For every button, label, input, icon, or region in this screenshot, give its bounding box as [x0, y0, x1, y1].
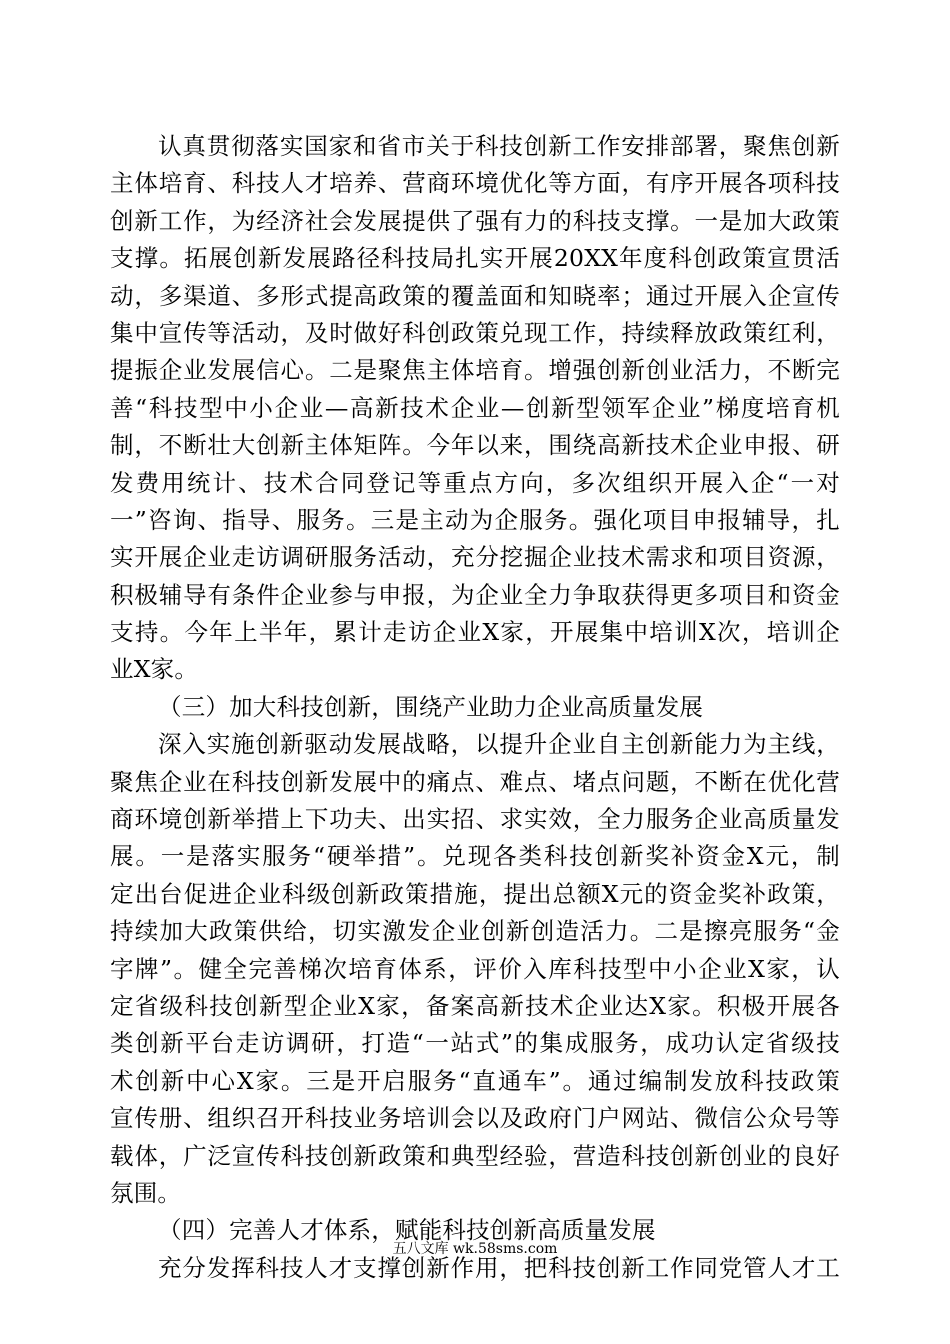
paragraph-line: 充分发挥科技人才支撑创新作用，把科技创新工作同党管人才工: [158, 1253, 840, 1282]
paragraph-line: 类创新平台走访调研，打造“一站式”的集成服务，成功认定省级技: [110, 1029, 840, 1058]
paragraph-line: 实开展企业走访调研服务活动，充分挖掘企业技术需求和项目资源，: [110, 543, 840, 572]
paragraph-line: 支撑。拓展创新发展路径科技局扎实开展20XX年度科创政策宣贯活: [110, 244, 840, 273]
paragraph-line: 载体，广泛宣传科技创新政策和典型经验，营造科技创新创业的良好: [110, 1141, 840, 1170]
paragraph-line: 善“科技型中小企业—高新技术企业—创新型领军企业”梯度培育机: [110, 393, 840, 422]
paragraph-line: 积极辅导有条件企业参与申报，为企业全力争取获得更多项目和资金: [110, 580, 840, 609]
paragraph-line: 深入实施创新驱动发展战略，以提升企业自主创新能力为主线，: [158, 730, 840, 759]
paragraph-line: 认真贯彻落实国家和省市关于科技创新工作安排部署，聚焦创新: [158, 132, 840, 160]
paragraph-line: 创新工作，为经济社会发展提供了强有力的科技支撑。一是加大政策: [110, 206, 840, 235]
document-body: [110, 128, 840, 1287]
paragraph-line: 动，多渠道、多形式提高政策的覆盖面和知晓率；通过开展入企宣传: [110, 281, 840, 310]
paragraph-line: 主体培育、科技人才培养、营商环境优化等方面，有序开展各项科技: [110, 169, 840, 198]
paragraph-line: 发费用统计、技术合同登记等重点方向，多次组织开展入企“一对: [110, 468, 840, 497]
footer-watermark: 五八文库 wk.58sms.com: [392, 1241, 558, 1257]
paragraph-line: 商环境创新举措上下功夫、出实招、求实效，全力服务企业高质量发: [110, 805, 840, 834]
section-heading: （四）完善人才体系，赋能科技创新高质量发展: [158, 1216, 656, 1245]
paragraph-line: 支持。今年上半年，累计走访企业X家，开展集中培训X次，培训企: [110, 618, 840, 647]
paragraph-line: 定省级科技创新型企业X家，备案高新技术企业达X家。积极开展各: [110, 991, 840, 1020]
paragraph-line: 集中宣传等活动，及时做好科创政策兑现工作，持续释放政策红利，: [110, 318, 840, 347]
paragraph-line: 制，不断壮大创新主体矩阵。今年以来，围绕高新技术企业申报、研: [110, 431, 840, 460]
paragraph-line: 氛围。: [110, 1178, 182, 1207]
paragraph-line: 字牌”。健全完善梯次培育体系，评价入库科技型中小企业X家，认: [110, 954, 840, 983]
paragraph-line: 提振企业发展信心。二是聚焦主体培育。增强创新创业活力，不断完: [110, 356, 840, 385]
paragraph-line: 宣传册、组织召开科技业务培训会以及政府门户网站、微信公众号等: [110, 1104, 840, 1133]
paragraph-line: 业X家。: [110, 655, 199, 684]
section-heading: （三）加大科技创新，围绕产业助力企业高质量发展: [158, 692, 704, 721]
paragraph-line: 聚焦企业在科技创新发展中的痛点、难点、堵点问题，不断在优化营: [110, 767, 840, 796]
paragraph-line: 持续加大政策供给，切实激发企业创新创造活力。二是擦亮服务“金: [110, 917, 840, 946]
paragraph-line: 定出台促进企业科级创新政策措施，提出总额X元的资金奖补政策，: [110, 879, 840, 908]
paragraph-line: 术创新中心X家。三是开启服务“直通车”。通过编制发放科技政策: [110, 1066, 840, 1095]
paragraph-line: 一”咨询、指导、服务。三是主动为企服务。强化项目申报辅导，扎: [110, 505, 840, 534]
paragraph-line: 展。一是落实服务“硬举措”。兑现各类科技创新奖补资金X元，制: [110, 842, 840, 871]
